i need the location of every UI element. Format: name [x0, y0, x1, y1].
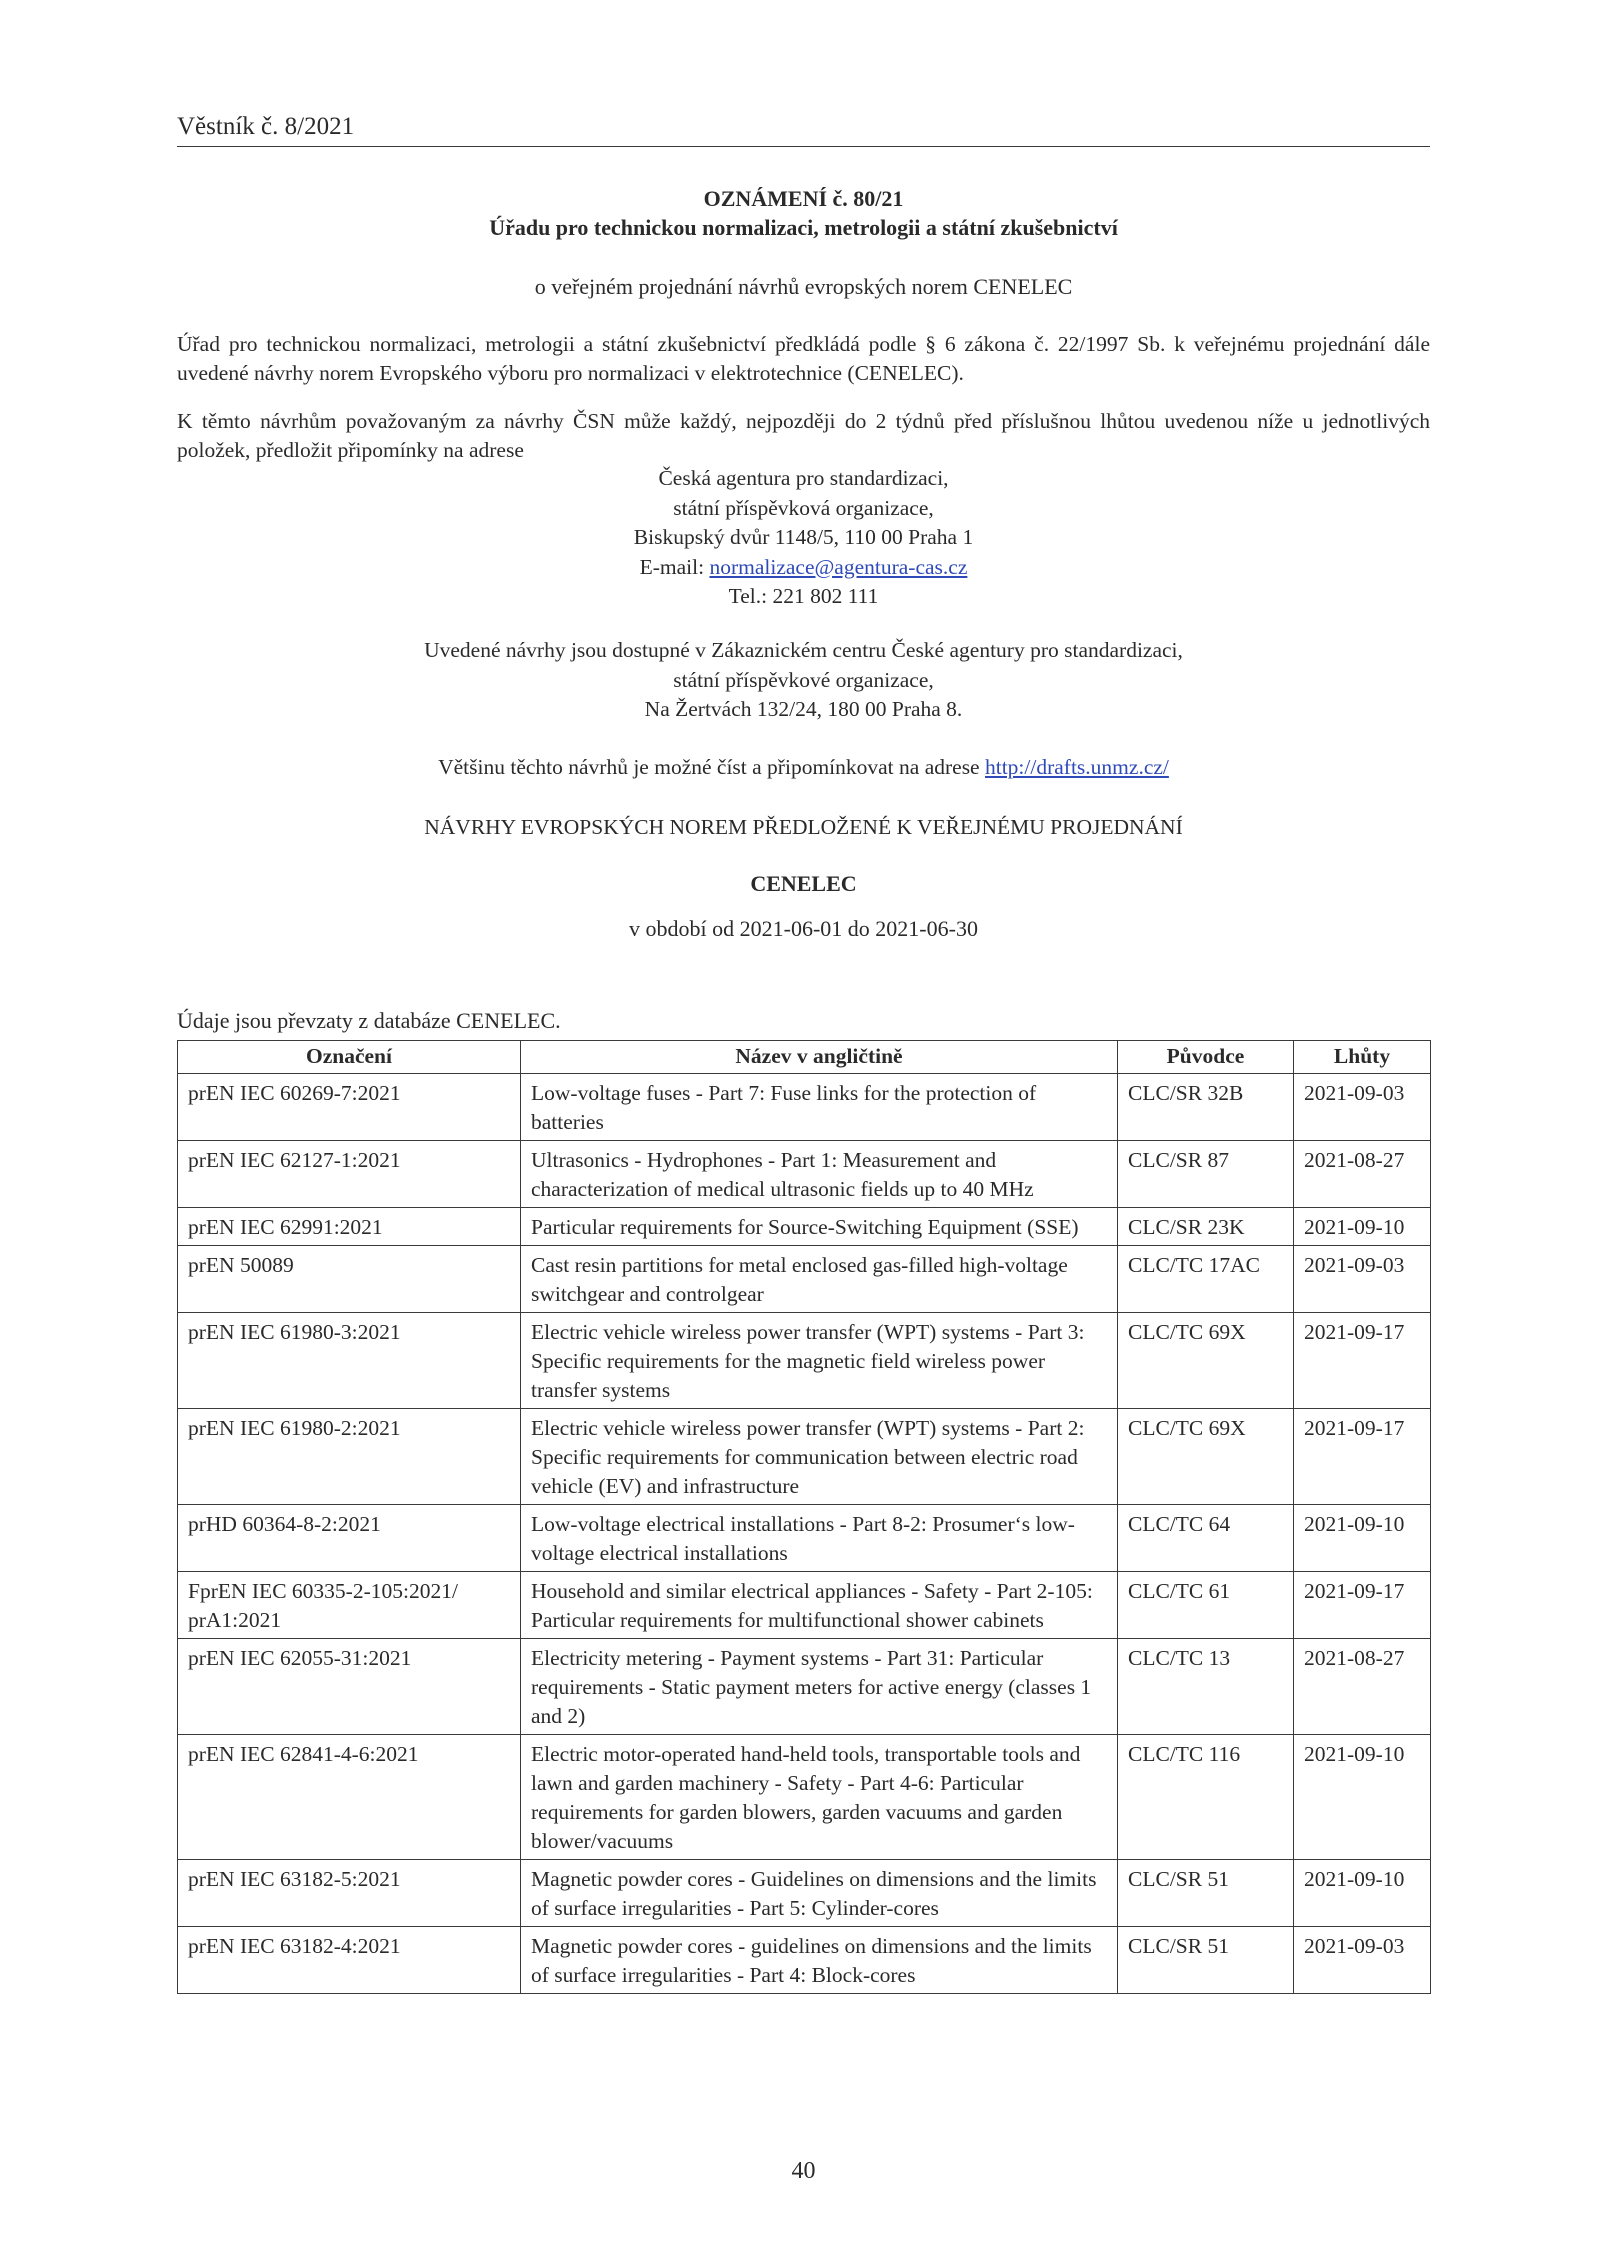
table-row	[178, 1860, 1431, 1927]
cell-deadline: 2021-09-10	[1294, 1505, 1431, 1572]
cell-deadline: 2021-08-27	[1294, 1141, 1431, 1208]
cell-title: Low-voltage fuses - Part 7: Fuse links for the protection of batteries	[521, 1074, 1118, 1141]
cell-designation: prEN IEC 62991:2021	[178, 1208, 521, 1246]
cell-designation: FprEN IEC 60335-2-105:2021/ prA1:2021	[178, 1572, 521, 1639]
cell-designation: prEN IEC 62127-1:2021	[178, 1141, 521, 1208]
intro-paragraph: Úřad pro technickou normalizaci, metrologii a státní zkušebnictví předkládá podle § 6 zákona č. 22/1997 Sb. k veřejnému projednání dále uvedené návrhy norem Evropského výboru pro normalizaci v elektrotechnice (CENELEC).	[177, 332, 1430, 385]
email-link[interactable]: normalizace@agentura-cas.cz	[709, 554, 968, 579]
cell-deadline: 2021-09-10	[1294, 1208, 1431, 1246]
availability-info	[177, 636, 1430, 725]
table-row	[178, 1927, 1431, 1994]
cell-deadline: 2021-09-17	[1294, 1572, 1431, 1639]
cell-designation: prEN IEC 63182-4:2021	[178, 1927, 521, 1994]
drafts-text: Většinu těchto návrhů je možné číst a připomínkovat na adrese	[438, 755, 985, 779]
comment-address	[177, 464, 1430, 612]
running-head: Věstník č. 8/2021	[177, 112, 1430, 147]
period-line: v období od 2021-06-01 do 2021-06-30	[629, 916, 978, 941]
email-line	[177, 553, 1430, 583]
announcement-number: OZNÁMENÍ č. 80/21	[703, 186, 904, 211]
email-label: E-mail:	[639, 554, 710, 579]
header-originator: Původce	[1118, 1041, 1294, 1074]
table-row	[178, 1572, 1431, 1639]
cell-originator: CLC/SR 51	[1118, 1927, 1294, 1994]
address-line-1: Česká agentura pro standardizaci,	[658, 466, 949, 490]
announcement-subtitle: o veřejném projednání návrhů evropských norem CENELEC	[534, 274, 1073, 299]
header-deadline: Lhůty	[1294, 1041, 1431, 1074]
availability-line-1: Uvedené návrhy jsou dostupné v Zákaznickém centru České agentury pro standardizaci,	[424, 638, 1183, 662]
table-row	[178, 1639, 1431, 1735]
cell-originator: CLC/SR 23K	[1118, 1208, 1294, 1246]
cell-originator: CLC/TC 64	[1118, 1505, 1294, 1572]
cell-title: Ultrasonics - Hydrophones - Part 1: Measurement and characterization of medical ultrasonic fields up to 40 MHz	[521, 1141, 1118, 1208]
table-row	[178, 1505, 1431, 1572]
header-title: Název v angličtině	[521, 1041, 1118, 1074]
cell-originator: CLC/SR 87	[1118, 1141, 1294, 1208]
cell-deadline: 2021-09-03	[1294, 1246, 1431, 1313]
cell-designation: prEN 50089	[178, 1246, 521, 1313]
comment-paragraph: K těmto návrhům považovaným za návrhy ČSN může každý, nejpozději do 2 týdnů před příslušnou lhůtou uvedenou níže u jednotlivých položek, předložit připomínky na adrese	[177, 409, 1430, 462]
page-number: 40	[791, 2158, 816, 2184]
table-row	[178, 1735, 1431, 1860]
source-note: Údaje jsou převzaty z databáze CENELEC.	[177, 1008, 561, 1033]
table-row	[178, 1246, 1431, 1313]
cell-title: Particular requirements for Source-Switching Equipment (SSE)	[521, 1208, 1118, 1246]
header-designation: Označení	[178, 1041, 521, 1074]
cell-title: Low-voltage electrical installations - Part 8-2: Prosumer‘s low-voltage electrical installations	[521, 1505, 1118, 1572]
cell-title: Electric vehicle wireless power transfer (WPT) systems - Part 2: Specific requirements for communication between electric road vehicle (EV) and infrastructure	[521, 1409, 1118, 1505]
cell-originator: CLC/TC 61	[1118, 1572, 1294, 1639]
cell-designation: prEN IEC 62055-31:2021	[178, 1639, 521, 1735]
cell-designation: prEN IEC 60269-7:2021	[178, 1074, 521, 1141]
cell-title: Household and similar electrical appliances - Safety - Part 2-105: Particular requirements for multifunctional shower cabinets	[521, 1572, 1118, 1639]
cell-title: Magnetic powder cores - guidelines on dimensions and the limits of surface irregularities - Part 4: Block-cores	[521, 1927, 1118, 1994]
cell-title: Electric motor-operated hand-held tools, transportable tools and lawn and garden machinery - Safety - Part 4-6: Particular requirements for garden blowers, garden vacuums and garden blower/vacuums	[521, 1735, 1118, 1860]
cell-originator: CLC/TC 116	[1118, 1735, 1294, 1860]
cell-title: Electric vehicle wireless power transfer (WPT) systems - Part 3: Specific requirements for the magnetic field wireless power transfer systems	[521, 1313, 1118, 1409]
cell-originator: CLC/TC 17AC	[1118, 1246, 1294, 1313]
cell-deadline: 2021-09-17	[1294, 1409, 1431, 1505]
address-line-2: státní příspěvková organizace,	[673, 495, 934, 520]
cell-deadline: 2021-09-10	[1294, 1860, 1431, 1927]
cell-originator: CLC/TC 69X	[1118, 1313, 1294, 1409]
issuing-office: Úřadu pro technickou normalizaci, metrologii a státní zkušebnictví	[489, 215, 1118, 240]
cell-originator: CLC/SR 32B	[1118, 1074, 1294, 1141]
phone-line: Tel.: 221 802 111	[728, 584, 879, 608]
table-row	[178, 1409, 1431, 1505]
cell-originator: CLC/TC 13	[1118, 1639, 1294, 1735]
cell-title: Cast resin partitions for metal enclosed gas-filled high-voltage switchgear and controlgear	[521, 1246, 1118, 1313]
norms-table	[177, 1040, 1431, 1994]
address-line-3: Biskupský dvůr 1148/5, 110 00 Praha 1	[633, 525, 974, 549]
cell-deadline: 2021-09-03	[1294, 1074, 1431, 1141]
table-row	[178, 1074, 1431, 1141]
cell-designation: prEN IEC 63182-5:2021	[178, 1860, 521, 1927]
cell-deadline: 2021-08-27	[1294, 1639, 1431, 1735]
table-row	[178, 1141, 1431, 1208]
section-heading: NÁVRHY EVROPSKÝCH NOREM PŘEDLOŽENÉ K VEŘEJNÉMU PROJEDNÁNÍ	[424, 815, 1183, 839]
availability-line-2: státní příspěvkové organizace,	[673, 667, 934, 692]
drafts-link[interactable]: http://drafts.unmz.cz/	[984, 755, 1169, 779]
cell-designation: prEN IEC 61980-2:2021	[178, 1409, 521, 1505]
cell-deadline: 2021-09-03	[1294, 1927, 1431, 1994]
cell-originator: CLC/TC 69X	[1118, 1409, 1294, 1505]
table-header-row	[178, 1041, 1431, 1074]
cell-originator: CLC/SR 51	[1118, 1860, 1294, 1927]
cell-designation: prEN IEC 61980-3:2021	[178, 1313, 521, 1409]
drafts-info	[177, 752, 1430, 782]
cell-designation: prEN IEC 62841-4-6:2021	[178, 1735, 521, 1860]
cell-deadline: 2021-09-17	[1294, 1313, 1431, 1409]
organization-heading: CENELEC	[750, 871, 857, 896]
table-row	[178, 1313, 1431, 1409]
availability-line-3: Na Žertvách 132/24, 180 00 Praha 8.	[644, 697, 963, 721]
cell-title: Magnetic powder cores - Guidelines on dimensions and the limits of surface irregularities - Part 5: Cylinder-cores	[521, 1860, 1118, 1927]
cell-title: Electricity metering - Payment systems - Part 31: Particular requirements - Static payment meters for active energy (classes 1 and 2)	[521, 1639, 1118, 1735]
cell-designation: prHD 60364-8-2:2021	[178, 1505, 521, 1572]
table-row	[178, 1208, 1431, 1246]
cell-deadline: 2021-09-10	[1294, 1735, 1431, 1860]
